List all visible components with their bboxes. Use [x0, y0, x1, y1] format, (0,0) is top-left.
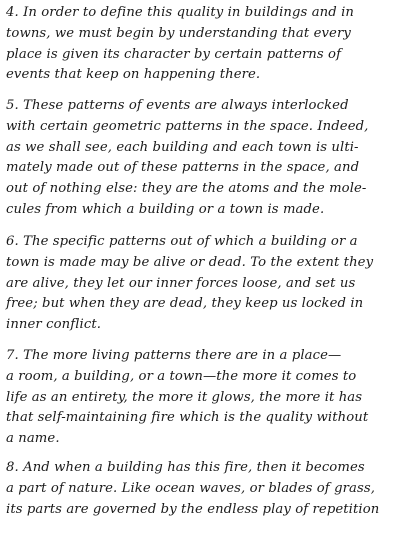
- text-line: out of nothing else: they are the atoms and the mole-: [6, 181, 367, 197]
- text-line: a part of nature. Like ocean waves, or blades of grass,: [6, 480, 376, 496]
- text-line: as we shall see, each building and each town is ulti-: [6, 139, 359, 155]
- text-line: town is made may be alive or dead. To the extent they: [6, 254, 374, 270]
- text-line: a room, a building, or a town—the more it comes to: [6, 368, 357, 384]
- text-line: events that keep on happening there.: [6, 67, 261, 83]
- text-line: life as an entirety, the more it glows, the more it has: [6, 389, 363, 405]
- text-line: free; but when they are dead, they keep us locked in: [6, 296, 364, 312]
- text-line: that self-maintaining fire which is the quality without: [6, 410, 369, 426]
- text-line: its parts are governed by the endless play of repetition: [6, 501, 380, 517]
- text-line: inner conflict.: [6, 317, 102, 333]
- paragraph-5: [6, 96, 368, 221]
- text-line: towns, we must begin by understanding that every: [6, 25, 351, 41]
- paragraph-4: [6, 3, 354, 86]
- text-line: place is given its character by certain patterns of: [6, 46, 342, 62]
- text-line: cules from which a building or a town is made.: [6, 201, 325, 217]
- text-line: mately made out of these patterns in the space, and: [6, 160, 360, 176]
- paragraph-6: [6, 232, 373, 336]
- text-line: 8. And when a building has this fire, then it becomes: [6, 460, 365, 475]
- text-line: 4. In order to define this quality in buildings and in: [6, 5, 354, 20]
- text-line: 5. These patterns of events are always interlocked: [6, 98, 349, 113]
- text-line: 7. The more living patterns there are in a place—: [6, 348, 342, 363]
- text-line: 6. The specific patterns out of which a building or a: [6, 234, 358, 249]
- text-line: with certain geometric patterns in the space. Indeed,: [6, 118, 369, 134]
- text-line: a name.: [6, 431, 60, 447]
- paragraph-8: [6, 458, 379, 520]
- paragraph-7: [6, 346, 368, 450]
- text-line: are alive, they let our inner forces loose, and set us: [6, 275, 356, 291]
